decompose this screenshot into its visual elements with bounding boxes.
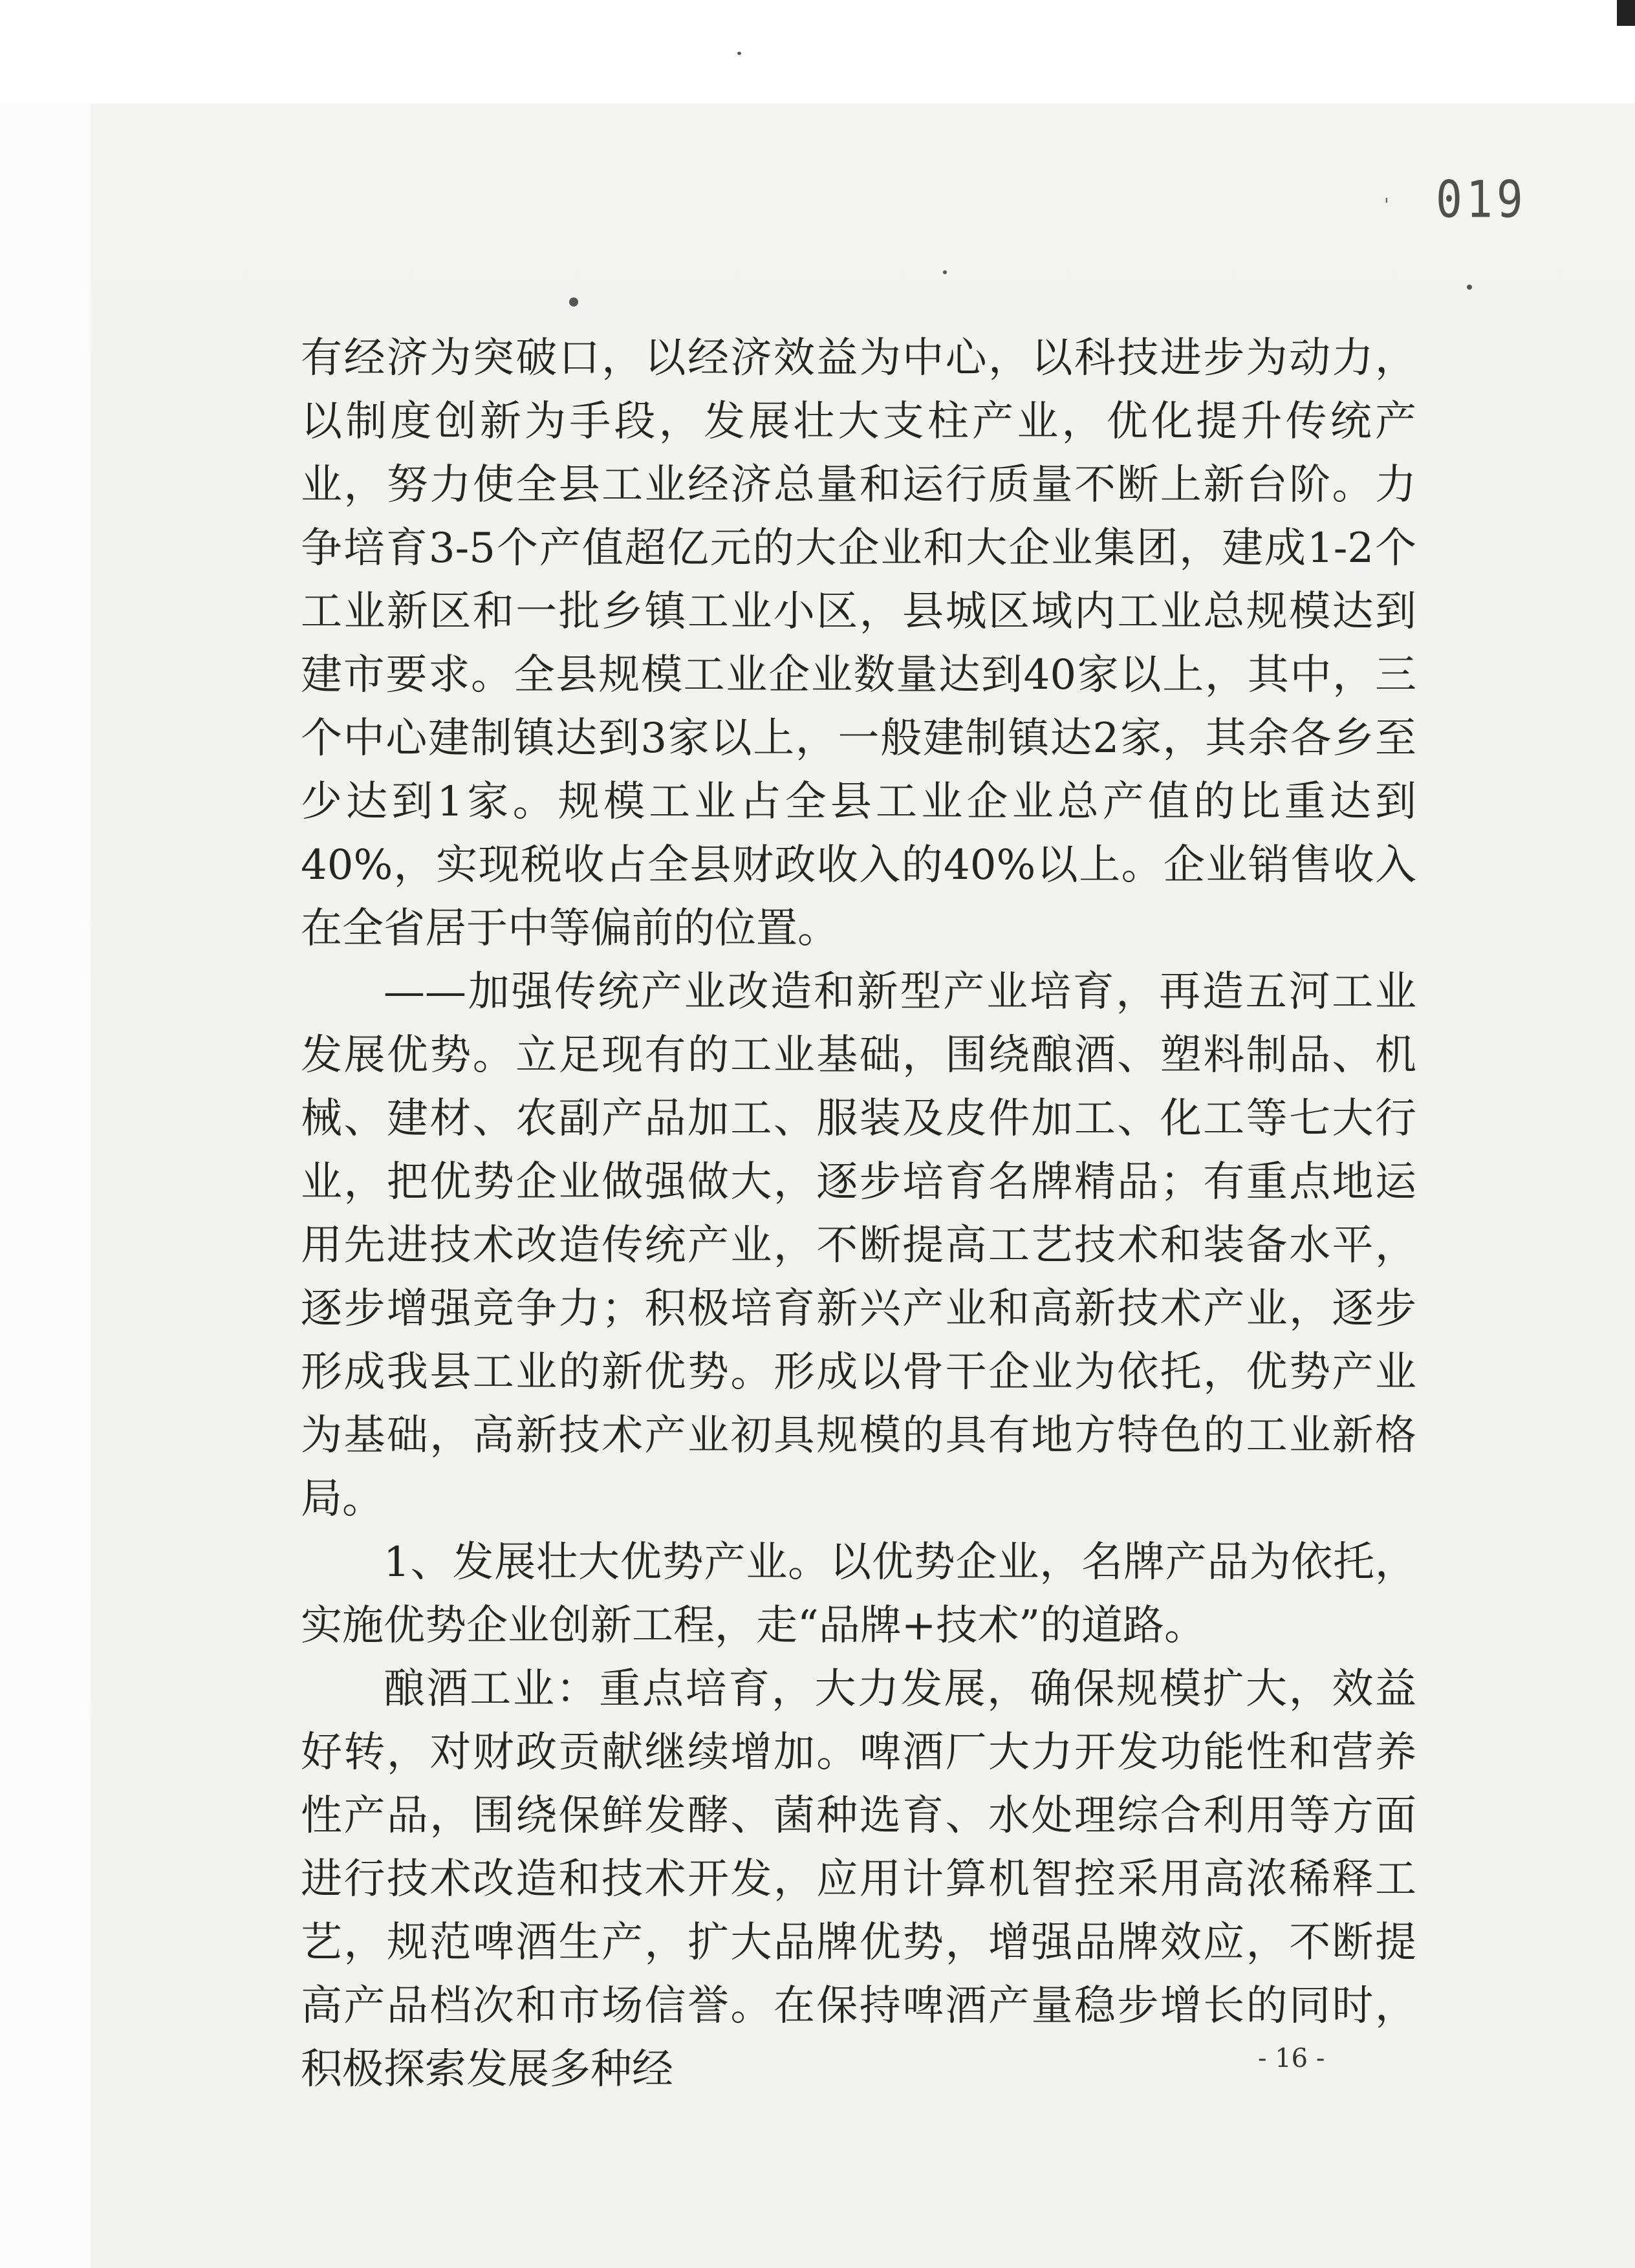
stamp-tick-mark: ' [1384, 194, 1389, 215]
top-margin [0, 0, 1635, 103]
corner-mark [1617, 0, 1635, 26]
paragraph-traditional-industry: ——加强传统产业改造和新型产业培育，再造五河工业发展优势。立足现有的工业基础，围绕酿酒、塑料制品、机械、建材、农副产品加工、服装及皮件加工、化工等七大行业，把优势企业做强做大，逐步培育名牌精品；有重点地运用先进技术改造传统产业，不断提高工艺技术和装备水平，逐步增强竞争力；积极培育新兴产业和高新技术产业，逐步形成我县工业的新优势。形成以骨干企业为依托，优势产业为基础，高新技术产业初具规模的具有地方特色的工业新格局。 [301, 968, 1416, 1523]
scan-speck [1467, 285, 1472, 290]
body-text [301, 327, 1416, 2101]
scan-speck [943, 270, 947, 274]
stamp-number: 019 [1436, 171, 1527, 230]
paragraph-advantage-industry: 1、发展壮大优势产业。以优势企业，名牌产品为依托，实施优势企业创新工程，走“品牌+技术”的道路。 [301, 1539, 1416, 1650]
left-margin [0, 103, 91, 2268]
paragraph-continued: 有经济为突破口，以经济效益为中心，以科技进步为动力，以制度创新为手段，发展壮大支柱产业，优化提升传统产业，努力使全县工业经济总量和运行质量不断上新台阶。力争培育3-5个产值超亿元的大企业和大企业集团，建成1-2个工业新区和一批乡镇工业小区，县城区域内工业总规模达到建市要求。全县规模工业企业数量达到40家以上，其中，三个中心建制镇达到3家以上，一般建制镇达2家，其余各乡至少达到1家。规模工业占全县工业企业总产值的比重达到40%，实现税收占全县财政收入的40%以上。企业销售收入在全省居于中等偏前的位置。 [301, 334, 1416, 953]
scan-speck [569, 297, 578, 307]
page-number: - 16 - [1258, 2044, 1325, 2073]
paragraph-brewing-industry: 酿酒工业：重点培育，大力发展，确保规模扩大，效益好转，对财政贡献继续增加。啤酒厂大力开发功能性和营养性产品，围绕保鲜发酵、菌种选育、水处理综合利用等方面进行技术改造和技术开发，应用计算机智控采用高浓稀释工艺，规范啤酒生产，扩大品牌优势，增强品牌效应，不断提高产品档次和市场信誉。在保持啤酒产量稳步增长的同时，积极探索发展多种经 [301, 1665, 1416, 2093]
scan-speck [737, 52, 741, 55]
